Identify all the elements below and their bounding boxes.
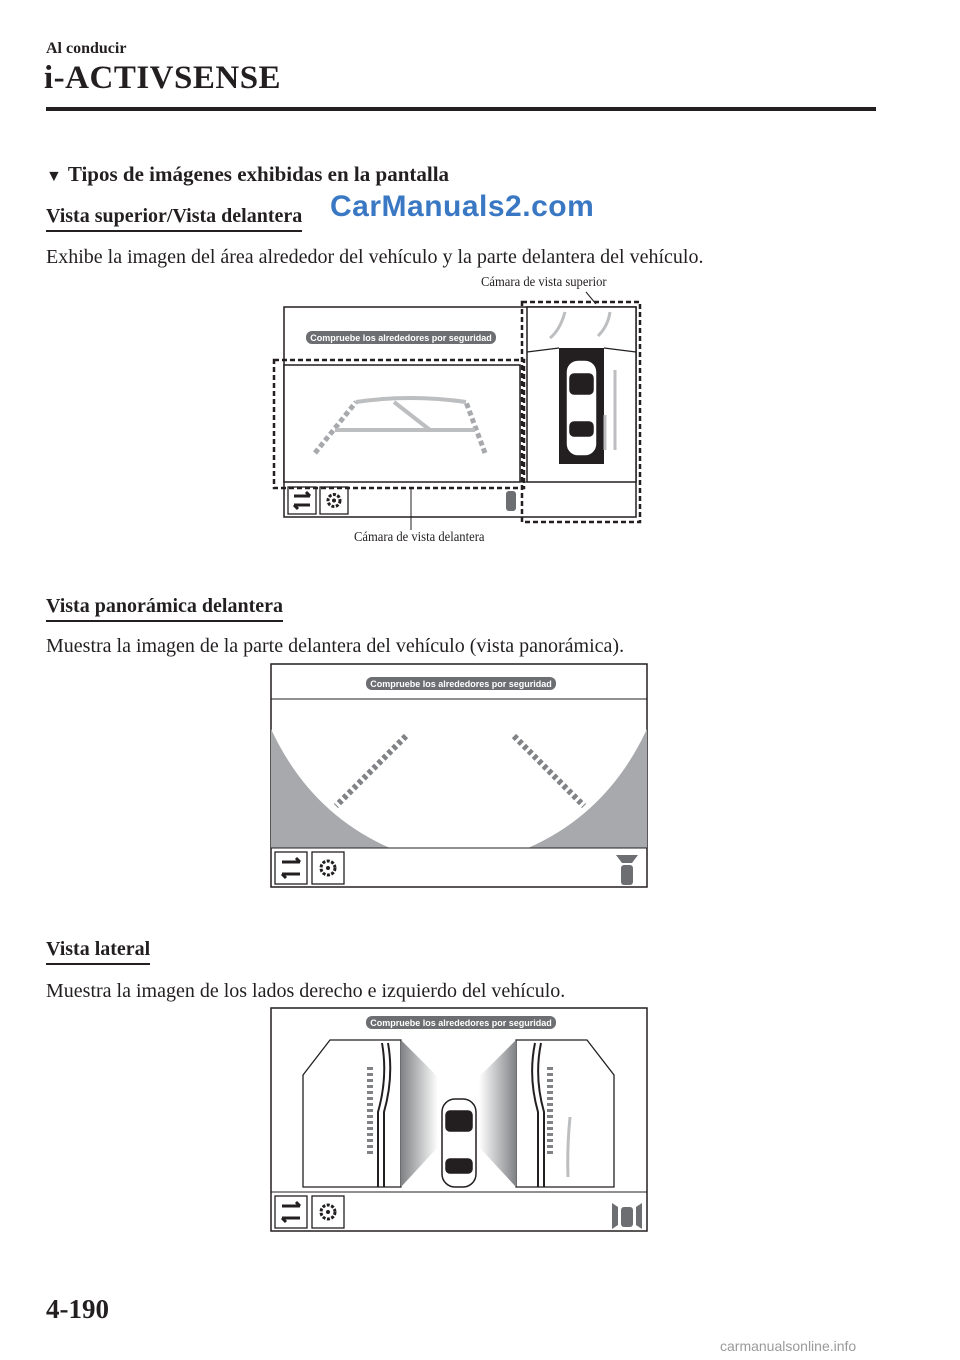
footer-site: carmanualsonline.info <box>720 1338 857 1354</box>
section-title-panoramic: Vista panorámica delantera <box>46 595 283 622</box>
header-rule <box>46 107 876 111</box>
main-heading <box>46 162 449 187</box>
figure-top-front-view <box>270 290 650 555</box>
settings-gear-icon[interactable] <box>320 487 348 514</box>
section-text-panoramic: Muestra la imagen de la parte delantera del vehículo (vista panorámica). <box>46 635 625 657</box>
section-label: Al conducir <box>46 40 127 57</box>
section-text-side: Muestra la imagen de los lados derecho e izquierdo del vehículo. <box>46 980 566 1002</box>
settings-gear-icon[interactable] <box>312 852 344 884</box>
page-number: 4-190 <box>46 1294 109 1324</box>
callout-front-camera: Cámara de vista delantera <box>354 530 485 545</box>
vehicle-view-icon <box>506 491 516 511</box>
camera-switch-icon[interactable] <box>288 487 316 514</box>
figure-side-view <box>270 1007 650 1233</box>
main-heading-text: Tipos de imágenes exhibidas en la pantalla <box>67 162 450 186</box>
camera-switch-icon[interactable] <box>275 852 307 884</box>
banner-text-1: Compruebe los alrededores por seguridad <box>310 333 492 343</box>
banner-text-2: Compruebe los alrededores por seguridad <box>370 679 552 689</box>
banner-text-3: Compruebe los alrededores por seguridad <box>370 1018 552 1028</box>
section-text-top-front: Exhibe la imagen del área alrededor del vehículo y la parte delantera del vehículo. <box>46 246 704 268</box>
chapter-title: i-ACTIVSENSE <box>44 60 282 96</box>
figure-panoramic-view <box>270 663 650 889</box>
callout-top-camera: Cámara de vista superior <box>481 275 607 290</box>
triangle-bullet-icon: ▼ <box>46 168 62 185</box>
watermark-logo: CarManuals2.com <box>330 190 595 223</box>
section-title-side: Vista lateral <box>46 938 150 965</box>
section-title-top-front: Vista superior/Vista delantera <box>46 205 302 232</box>
camera-switch-icon[interactable] <box>275 1196 307 1228</box>
settings-gear-icon[interactable] <box>312 1196 344 1228</box>
